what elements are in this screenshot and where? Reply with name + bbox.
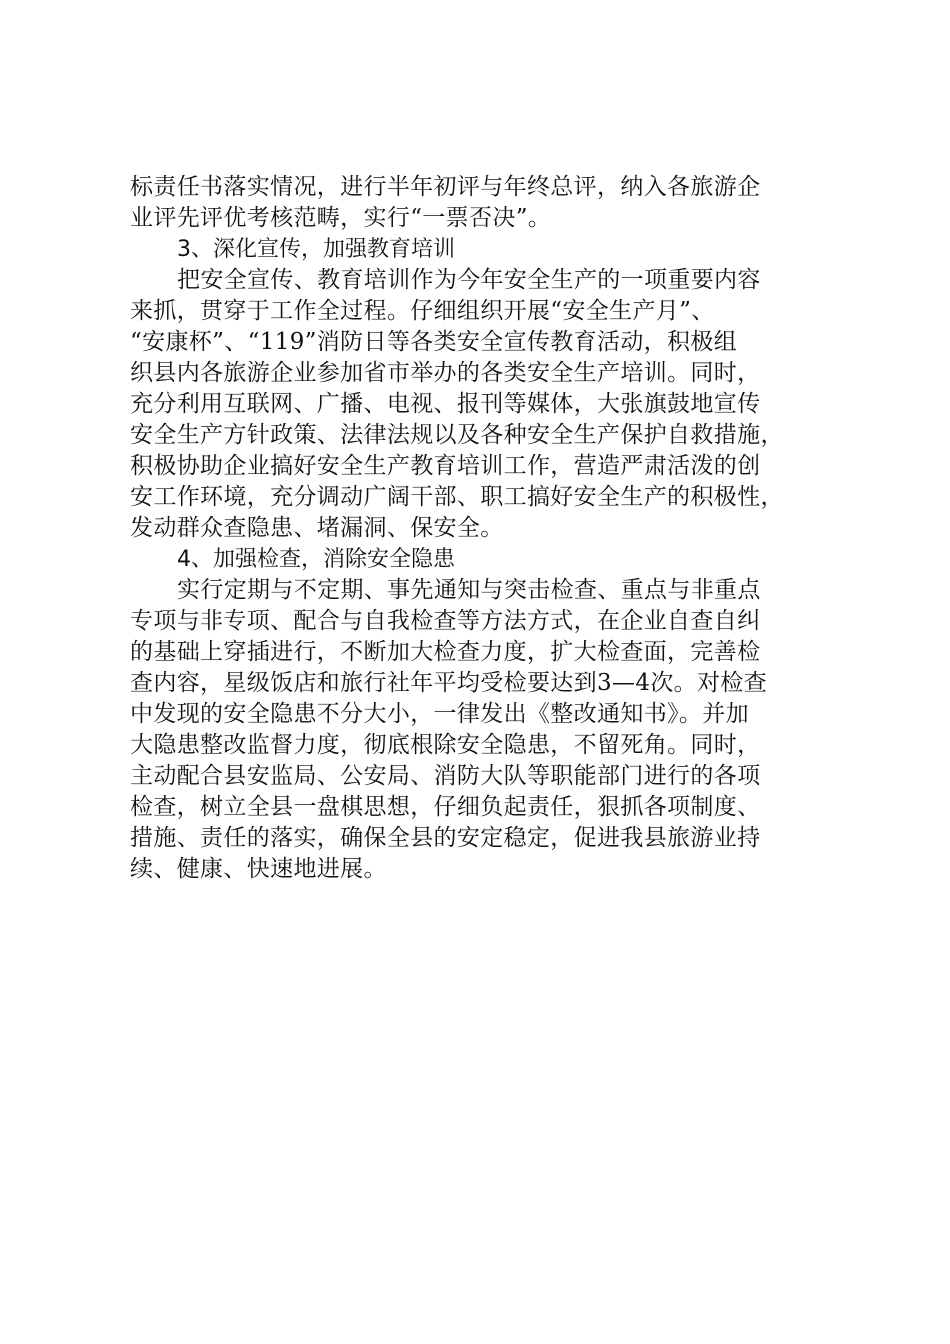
section-heading-3: 3、深化宣传，加强教育培训 <box>177 237 455 262</box>
text-line: 措施、责任的落实，确保全县的安定稳定，促进我县旅游业持 <box>130 825 761 851</box>
text-line: 把安全宣传、教育培训作为今年安全生产的一项重要内容 <box>177 267 761 293</box>
text-line: 安工作环境，充分调动广阔干部、职工搞好安全生产的积极性， <box>130 484 784 510</box>
text-line: 检查，树立全县一盘棋思想，仔细负起责任，狠抓各项制度、 <box>130 794 761 820</box>
text-line: 标责任书落实情况，进行半年初评与年终总评，纳入各旅游企 <box>130 174 761 200</box>
paragraph-inspection <box>130 575 830 885</box>
text-line: 中发现的安全隐患不分大小，一律发出《整改通知书》。并加 <box>130 701 749 727</box>
text-line: 发动群众查隐患、堵漏洞、保安全。 <box>130 515 504 541</box>
text-line: 充分利用互联网、广播、电视、报刊等媒体，大张旗鼓地宣传 <box>130 391 761 417</box>
text-line: 安全生产方针政策、法律法规以及各种安全生产保护自救措施， <box>130 422 784 448</box>
text-line: 实行定期与不定期、事先通知与突击检查、重点与非重点 <box>177 577 761 603</box>
text-line: “安康杯”、“119”消防日等各类安全宣传教育活动，积极组 <box>130 329 738 355</box>
text-line: 专项与非专项、配合与自我检查等方法方式，在企业自查自纠 <box>130 608 761 634</box>
text-line: 的基础上穿插进行，不断加大检查力度，扩大检查面，完善检 <box>130 639 761 665</box>
text-line: 续、健康、快速地进展。 <box>130 856 387 882</box>
text-line: 查内容，星级饭店和旅行社年平均受检要达到3—4次。对检查 <box>130 670 768 696</box>
text-line: 织县内各旅游企业参加省市举办的各类安全生产培训。同时， <box>130 360 761 386</box>
text-line: 来抓，贯穿于工作全过程。仔细组织开展“安全生产月”、 <box>130 298 715 324</box>
text-line: 积极协助企业搞好安全生产教育培训工作，营造严肃活泼的创 <box>130 453 761 479</box>
paragraph-publicity-training <box>130 265 830 544</box>
paragraph-continuation <box>130 172 830 234</box>
text-line: 业评先评优考核范畴，实行“一票否决”。 <box>130 205 552 231</box>
text-line: 大隐患整改监督力度，彻底根除安全隐患，不留死角。同时， <box>130 732 761 758</box>
section-heading-4: 4、加强检查，消除安全隐患 <box>177 547 455 572</box>
document-body <box>130 172 830 885</box>
text-line: 主动配合县安监局、公安局、消防大队等职能部门进行的各项 <box>130 763 761 789</box>
